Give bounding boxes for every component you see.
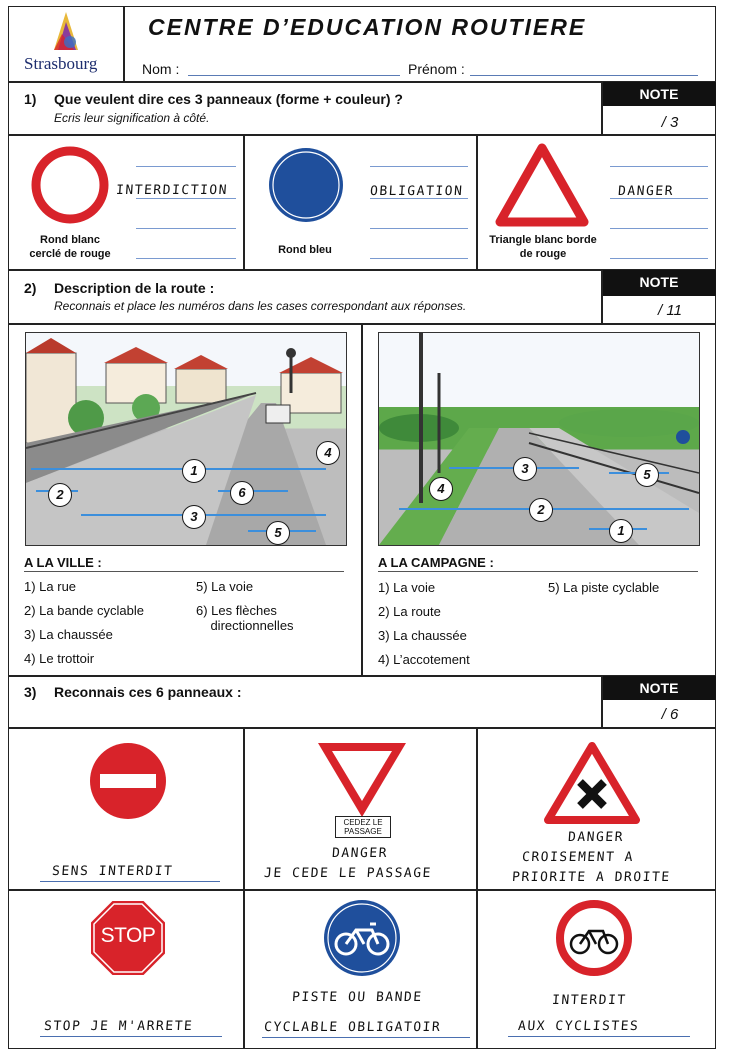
q3-question: Reconnais ces 6 panneaux :: [54, 684, 242, 700]
campagne-heading: A LA CAMPAGNE :: [378, 555, 494, 570]
q1-sign2-answer[interactable]: OBLIGATION: [369, 184, 464, 199]
q3-sign3-answer-line3[interactable]: PRIORITE A DROITE: [511, 870, 672, 885]
q1-sign2-line1: [370, 166, 468, 167]
danger-triangle-sign-icon: [494, 142, 590, 230]
q1-note-label: NOTE: [602, 82, 716, 106]
q1-sign3-line1: [610, 166, 708, 167]
ville-marker-6[interactable]: 6: [230, 481, 254, 505]
q1-sign3-line4: [610, 258, 708, 259]
q1-sign1-line3: [136, 228, 236, 229]
q1-sign1-caption: Rond blanc cerclé de rouge: [29, 234, 111, 260]
cedez-le-passage-plate: CEDEZ LE PASSAGE: [335, 816, 391, 838]
q2-score: / 11: [658, 302, 682, 319]
q3-mid-rule: [8, 889, 716, 891]
q1-sign1-line4: [136, 258, 236, 259]
ville-item: 5) La voie: [196, 579, 254, 594]
q1-number: 1): [24, 91, 37, 107]
q3-col-divider-1: [243, 727, 245, 1049]
prohibition-circle-sign-icon: [30, 145, 110, 225]
campagne-road-illustration: [378, 332, 700, 546]
q2-col-divider: [361, 323, 363, 676]
page-title: CENTRE D’EDUCATION ROUTIERE: [148, 14, 587, 40]
header-divider: [123, 6, 125, 82]
q1-sign2-line4: [370, 258, 468, 259]
mandatory-blue-circle-sign-icon: [266, 145, 346, 225]
q2-note-divider: [601, 270, 603, 324]
ville-item: 2) La bande cyclable: [24, 603, 144, 618]
q3-sign3-answer-line1[interactable]: DANGER: [567, 830, 625, 845]
q3-sign4-line: [40, 1036, 222, 1037]
q3-sign1-line: [40, 881, 220, 882]
campagne-marker-4[interactable]: 4: [429, 477, 453, 501]
nom-field[interactable]: [188, 75, 400, 76]
ville-item: 6) Les flèches directionnelles: [196, 603, 294, 633]
q3-sign5-answer-line1[interactable]: PISTE OU BANDE: [291, 990, 424, 1005]
q3-sign4-answer[interactable]: STOP JE M'ARRETE: [43, 1019, 194, 1034]
campagne-marker-2[interactable]: 2: [529, 498, 553, 522]
q2-subtitle: Reconnais et place les numéros dans les cases correspondant aux réponses.: [54, 299, 467, 313]
q3-sign3-answer-line2[interactable]: CROISEMENT A: [521, 850, 635, 865]
q3-sign1-answer[interactable]: SENS INTERDIT: [51, 864, 174, 879]
campagne-marker-1[interactable]: 1: [609, 519, 633, 543]
no-bicycles-sign-icon: [554, 898, 634, 978]
nom-label: Nom :: [142, 61, 180, 77]
q1-rule: [8, 134, 716, 136]
ville-marker-2[interactable]: 2: [48, 483, 72, 507]
q1-sign1-answer[interactable]: INTERDICTION: [115, 183, 229, 198]
q1-sign3-caption: Triangle blanc borde de rouge: [489, 234, 597, 260]
ville-road-illustration: [25, 332, 347, 546]
q1-note-divider: [601, 82, 603, 135]
q3-rule: [8, 727, 716, 729]
q3-sign2-answer-line1[interactable]: DANGER: [331, 846, 389, 861]
q3-sign6-answer-line2[interactable]: AUX CYCLISTES: [517, 1019, 640, 1034]
campagne-item: 5) La piste cyclable: [548, 580, 660, 595]
ville-item: 4) Le trottoir: [24, 651, 95, 666]
campagne-heading-rule: [378, 571, 698, 572]
ville-marker-4[interactable]: 4: [316, 441, 340, 465]
q2-number: 2): [24, 280, 37, 296]
q1-sign3-answer[interactable]: DANGER: [617, 184, 675, 199]
q1-sign1-line1: [136, 166, 236, 167]
campagne-marker-5[interactable]: 5: [635, 463, 659, 487]
q3-note-divider: [601, 676, 603, 728]
q2-question: Description de la route :: [54, 280, 215, 296]
yield-sign-icon: [314, 739, 410, 819]
crossroads-priority-sign-icon: [544, 742, 640, 824]
q1-sign2-caption: Rond bleu: [278, 244, 332, 256]
q3-sign5-line: [262, 1037, 470, 1038]
ville-marker-3[interactable]: 3: [182, 505, 206, 529]
prenom-label: Prénom :: [408, 61, 465, 77]
q3-sign6-answer-line1[interactable]: INTERDIT: [551, 993, 628, 1008]
q3-sign6-line: [508, 1036, 690, 1037]
campagne-item: 3) La chaussée: [378, 628, 467, 643]
q1-score: / 3: [661, 114, 679, 131]
q3-sign5-answer-line2[interactable]: CYCLABLE OBLIGATOIR: [263, 1020, 442, 1035]
no-entry-sign-icon: [88, 741, 168, 821]
q1-col-divider-1: [243, 134, 245, 270]
q2-note-label: NOTE: [602, 270, 716, 296]
ville-item: 3) La chaussée: [24, 627, 113, 642]
campagne-item: 1) La voie: [378, 580, 436, 595]
ville-marker-5[interactable]: 5: [266, 521, 290, 545]
q1-sign2-line3: [370, 228, 468, 229]
strasbourg-logo-icon: [44, 10, 88, 54]
q3-sign2-answer-line2[interactable]: JE CEDE LE PASSAGE: [263, 866, 433, 881]
ville-heading-rule: [24, 571, 344, 572]
q1-subtitle: Ecris leur signification à côté.: [54, 111, 210, 125]
campagne-item: 4) L’accotement: [378, 652, 470, 667]
q3-note-label: NOTE: [602, 676, 716, 700]
ville-item: 1) La rue: [24, 579, 77, 594]
q3-col-divider-2: [476, 727, 478, 1049]
q1-sign1-line2: [136, 198, 236, 199]
q3-number: 3): [24, 684, 37, 700]
q1-sign3-line3: [610, 228, 708, 229]
campagne-item: 2) La route: [378, 604, 441, 619]
campagne-marker-3[interactable]: 3: [513, 457, 537, 481]
ville-heading: A LA VILLE :: [24, 555, 102, 570]
q3-score: / 6: [661, 706, 679, 723]
prenom-field[interactable]: [470, 75, 698, 76]
bike-path-sign-icon: [322, 898, 402, 978]
logo-text: Strasbourg: [24, 54, 98, 73]
q1-question: Que veulent dire ces 3 panneaux (forme + couleur) ?: [54, 91, 403, 107]
q1-col-divider-2: [476, 134, 478, 270]
ville-marker-1[interactable]: 1: [182, 459, 206, 483]
stop-sign-text: STOP: [100, 924, 156, 947]
